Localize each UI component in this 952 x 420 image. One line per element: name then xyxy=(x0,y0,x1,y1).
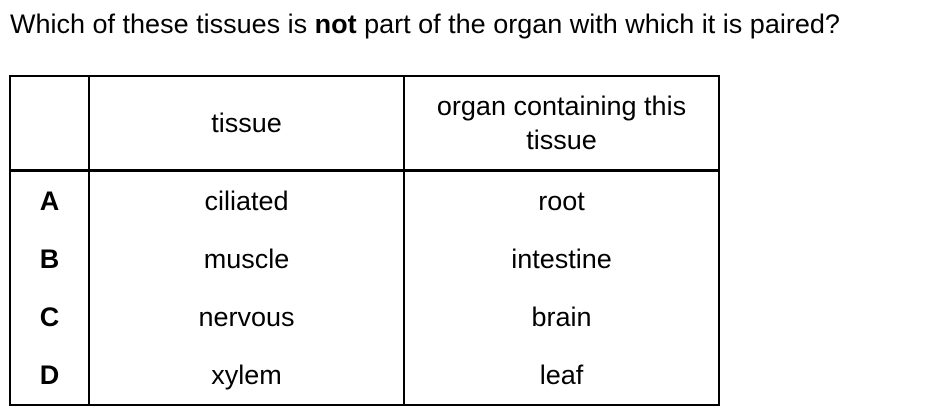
row-letter: A xyxy=(10,171,89,231)
row-organ: root xyxy=(404,171,719,231)
header-organ xyxy=(404,76,719,171)
row-organ: intestine xyxy=(404,230,719,288)
table-row-a xyxy=(10,171,719,231)
answer-table xyxy=(9,75,720,406)
table-header-row xyxy=(10,76,719,171)
row-tissue: ciliated xyxy=(89,171,404,231)
question-text xyxy=(10,6,840,42)
header-organ-label: organ containing this tissue xyxy=(436,91,687,155)
row-letter: D xyxy=(10,346,89,405)
row-tissue: muscle xyxy=(89,230,404,288)
header-letter-cell xyxy=(10,76,89,171)
row-tissue: xylem xyxy=(89,346,404,405)
header-tissue xyxy=(89,76,404,171)
table-row-c xyxy=(10,288,719,346)
row-tissue: nervous xyxy=(89,288,404,346)
table-row-b xyxy=(10,230,719,288)
table-row-d xyxy=(10,346,719,405)
question-part-after: part of the organ with which it is paired? xyxy=(356,9,840,39)
row-organ: brain xyxy=(404,288,719,346)
question-part-before: Which of these tissues is xyxy=(10,9,315,39)
header-tissue-label: tissue xyxy=(211,108,282,138)
question-emphasis: not xyxy=(314,9,357,39)
row-letter: B xyxy=(10,230,89,288)
row-organ: leaf xyxy=(404,346,719,405)
row-letter: C xyxy=(10,288,89,346)
